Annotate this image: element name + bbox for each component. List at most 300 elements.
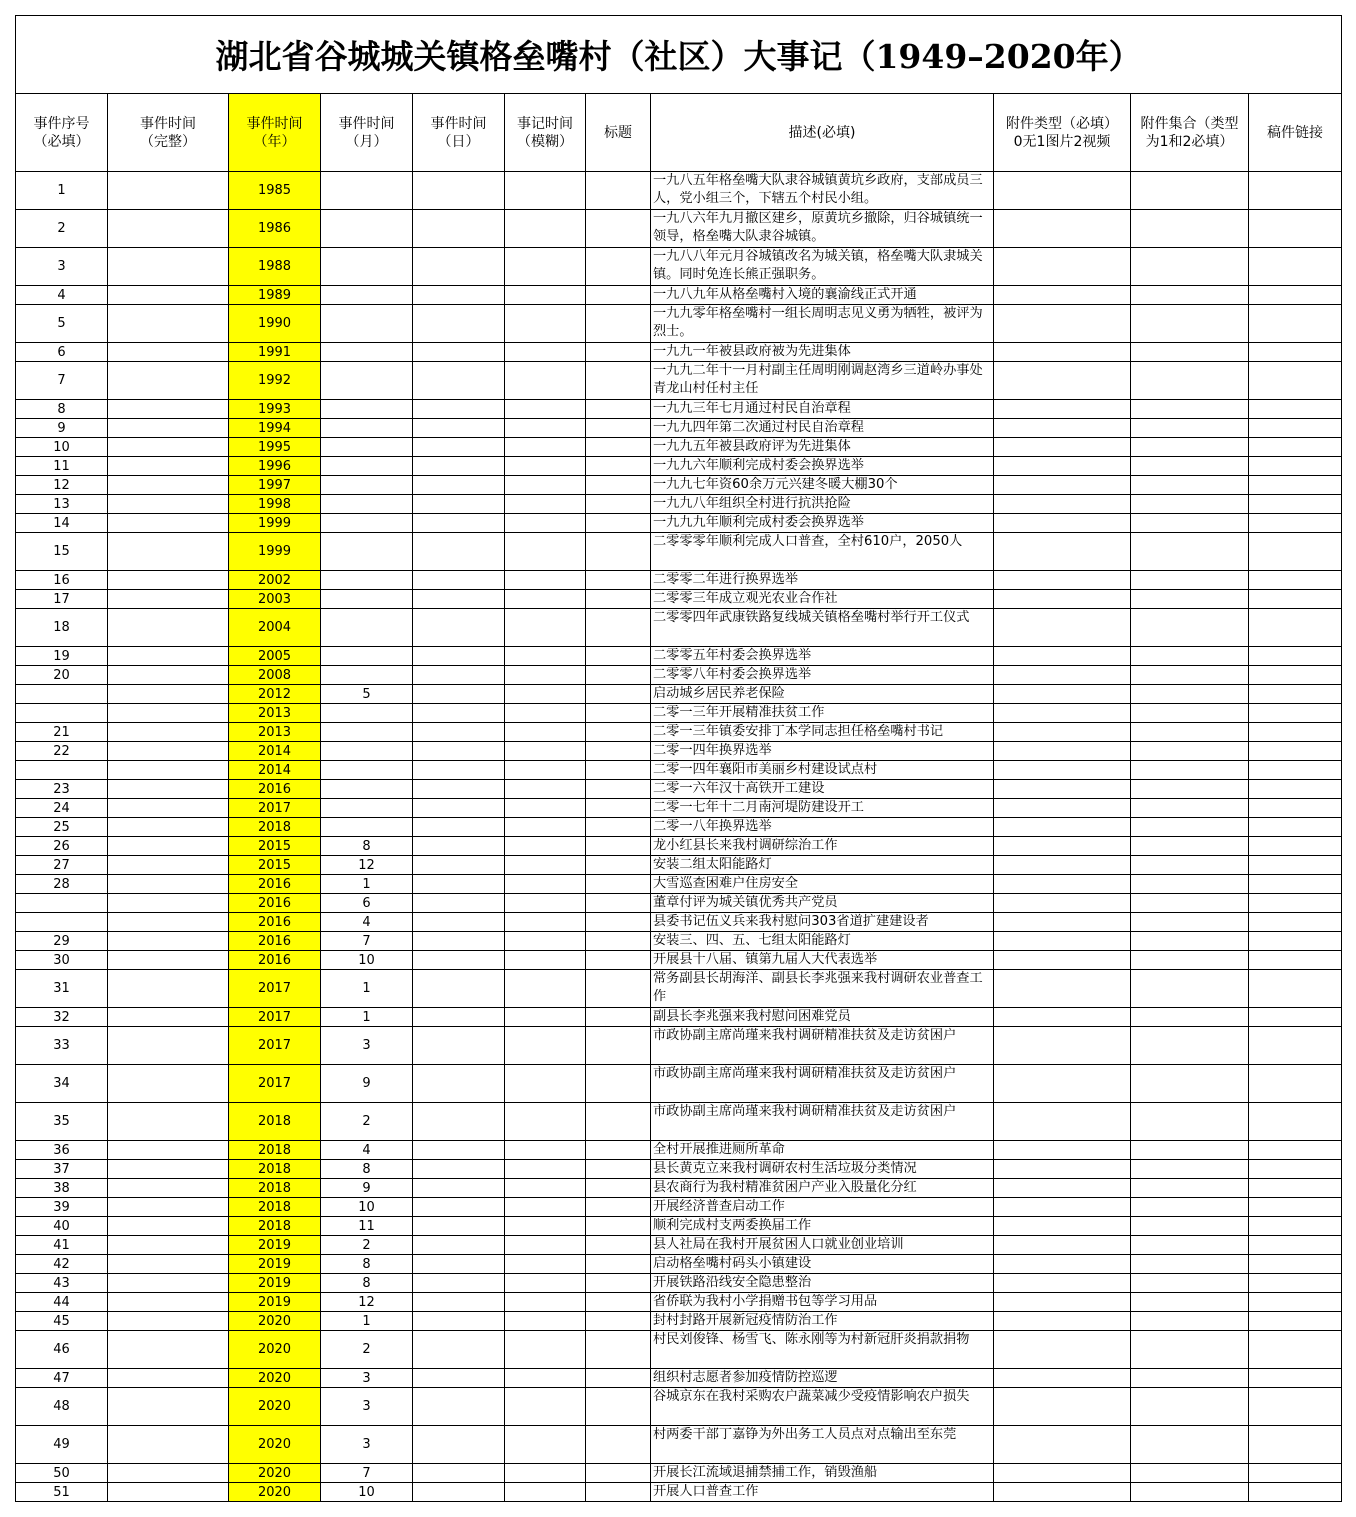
cell-time-full[interactable] (108, 875, 229, 894)
cell-attachment-type[interactable] (994, 666, 1131, 685)
cell-day[interactable] (413, 1160, 505, 1179)
cell-time-full[interactable] (108, 1312, 229, 1331)
cell-time-fuzzy[interactable] (505, 210, 586, 248)
cell-event-no[interactable]: 14 (16, 514, 108, 533)
cell-title[interactable] (586, 799, 651, 818)
cell-attachment-type[interactable] (994, 457, 1131, 476)
cell-year[interactable]: 2020 (229, 1312, 321, 1331)
cell-attachment-set[interactable] (1131, 571, 1249, 590)
cell-day[interactable] (413, 1008, 505, 1027)
cell-day[interactable] (413, 495, 505, 514)
cell-article-link[interactable] (1249, 1483, 1342, 1502)
cell-time-fuzzy[interactable] (505, 419, 586, 438)
cell-article-link[interactable] (1249, 571, 1342, 590)
cell-attachment-set[interactable] (1131, 951, 1249, 970)
cell-attachment-set[interactable] (1131, 742, 1249, 761)
cell-article-link[interactable] (1249, 932, 1342, 951)
cell-article-link[interactable] (1249, 1103, 1342, 1141)
cell-description[interactable]: 一九九零年格垒嘴村一组长周明志见义勇为牺牲，被评为烈士。 (651, 305, 994, 343)
cell-article-link[interactable] (1249, 419, 1342, 438)
cell-attachment-type[interactable] (994, 932, 1131, 951)
cell-month[interactable] (321, 514, 413, 533)
cell-event-no[interactable]: 22 (16, 742, 108, 761)
cell-title[interactable] (586, 1179, 651, 1198)
cell-day[interactable] (413, 343, 505, 362)
cell-time-fuzzy[interactable] (505, 875, 586, 894)
cell-attachment-set[interactable] (1131, 875, 1249, 894)
cell-attachment-set[interactable] (1131, 780, 1249, 799)
cell-month[interactable] (321, 704, 413, 723)
cell-attachment-type[interactable] (994, 419, 1131, 438)
cell-event-no[interactable]: 34 (16, 1065, 108, 1103)
cell-time-full[interactable] (108, 1293, 229, 1312)
cell-time-full[interactable] (108, 1236, 229, 1255)
cell-time-full[interactable] (108, 1027, 229, 1065)
cell-attachment-type[interactable] (994, 1293, 1131, 1312)
cell-year[interactable]: 2020 (229, 1369, 321, 1388)
cell-title[interactable] (586, 1274, 651, 1293)
cell-time-fuzzy[interactable] (505, 780, 586, 799)
cell-event-no[interactable]: 13 (16, 495, 108, 514)
cell-article-link[interactable] (1249, 210, 1342, 248)
cell-title[interactable] (586, 286, 651, 305)
cell-title[interactable] (586, 647, 651, 666)
cell-year[interactable]: 2020 (229, 1388, 321, 1426)
cell-title[interactable] (586, 704, 651, 723)
cell-event-no[interactable]: 33 (16, 1027, 108, 1065)
cell-event-no[interactable]: 24 (16, 799, 108, 818)
cell-article-link[interactable] (1249, 1274, 1342, 1293)
cell-article-link[interactable] (1249, 343, 1342, 362)
cell-time-full[interactable] (108, 932, 229, 951)
cell-day[interactable] (413, 1065, 505, 1103)
cell-description[interactable]: 二零一六年汉十高铁开工建设 (651, 780, 994, 799)
cell-year[interactable]: 2020 (229, 1464, 321, 1483)
cell-month[interactable] (321, 286, 413, 305)
cell-time-full[interactable] (108, 666, 229, 685)
cell-attachment-type[interactable] (994, 875, 1131, 894)
cell-year[interactable]: 2016 (229, 894, 321, 913)
cell-attachment-set[interactable] (1131, 685, 1249, 704)
cell-event-no[interactable] (16, 913, 108, 932)
cell-attachment-set[interactable] (1131, 894, 1249, 913)
cell-title[interactable] (586, 514, 651, 533)
cell-year[interactable]: 1985 (229, 172, 321, 210)
cell-time-full[interactable] (108, 1464, 229, 1483)
cell-time-fuzzy[interactable] (505, 1217, 586, 1236)
cell-time-full[interactable] (108, 1065, 229, 1103)
cell-day[interactable] (413, 1483, 505, 1502)
cell-attachment-type[interactable] (994, 305, 1131, 343)
cell-month[interactable]: 7 (321, 1464, 413, 1483)
cell-year[interactable]: 2018 (229, 1160, 321, 1179)
cell-description[interactable]: 市政协副主席尚瑾来我村调研精准扶贫及走访贫困户 (651, 1103, 994, 1141)
cell-article-link[interactable] (1249, 533, 1342, 571)
cell-year[interactable]: 2002 (229, 571, 321, 590)
cell-article-link[interactable] (1249, 362, 1342, 400)
cell-time-full[interactable] (108, 172, 229, 210)
cell-article-link[interactable] (1249, 647, 1342, 666)
cell-time-fuzzy[interactable] (505, 172, 586, 210)
cell-time-full[interactable] (108, 495, 229, 514)
header-time-full[interactable]: 事件时间 （完整） (108, 94, 229, 172)
cell-time-full[interactable] (108, 248, 229, 286)
cell-year[interactable]: 1994 (229, 419, 321, 438)
cell-day[interactable] (413, 1293, 505, 1312)
cell-year[interactable]: 1989 (229, 286, 321, 305)
cell-article-link[interactable] (1249, 1369, 1342, 1388)
cell-article-link[interactable] (1249, 476, 1342, 495)
cell-event-no[interactable] (16, 685, 108, 704)
cell-time-full[interactable] (108, 609, 229, 647)
cell-time-full[interactable] (108, 1198, 229, 1217)
cell-article-link[interactable] (1249, 666, 1342, 685)
cell-year[interactable]: 2018 (229, 1179, 321, 1198)
cell-title[interactable] (586, 894, 651, 913)
cell-day[interactable] (413, 685, 505, 704)
cell-month[interactable]: 1 (321, 1008, 413, 1027)
cell-description[interactable]: 安装二组太阳能路灯 (651, 856, 994, 875)
cell-description[interactable]: 省侨联为我村小学捐赠书包等学习用品 (651, 1293, 994, 1312)
header-attachment-set[interactable]: 附件集合（类型 为1和2必填） (1131, 94, 1249, 172)
cell-day[interactable] (413, 1255, 505, 1274)
cell-event-no[interactable]: 18 (16, 609, 108, 647)
cell-event-no[interactable]: 12 (16, 476, 108, 495)
header-title[interactable]: 标题 (586, 94, 651, 172)
cell-attachment-set[interactable] (1131, 419, 1249, 438)
cell-year[interactable]: 2016 (229, 951, 321, 970)
cell-attachment-type[interactable] (994, 533, 1131, 571)
cell-event-no[interactable]: 43 (16, 1274, 108, 1293)
cell-time-full[interactable] (108, 1331, 229, 1369)
cell-event-no[interactable]: 29 (16, 932, 108, 951)
cell-title[interactable] (586, 856, 651, 875)
cell-month[interactable]: 3 (321, 1369, 413, 1388)
cell-month[interactable]: 8 (321, 837, 413, 856)
cell-time-fuzzy[interactable] (505, 856, 586, 875)
header-day[interactable]: 事件时间 （日） (413, 94, 505, 172)
cell-article-link[interactable] (1249, 1160, 1342, 1179)
cell-year[interactable]: 1997 (229, 476, 321, 495)
cell-attachment-type[interactable] (994, 913, 1131, 932)
cell-time-fuzzy[interactable] (505, 1388, 586, 1426)
cell-title[interactable] (586, 419, 651, 438)
cell-event-no[interactable]: 3 (16, 248, 108, 286)
cell-title[interactable] (586, 666, 651, 685)
cell-attachment-set[interactable] (1131, 438, 1249, 457)
cell-event-no[interactable]: 49 (16, 1426, 108, 1464)
cell-title[interactable] (586, 761, 651, 780)
cell-description[interactable]: 二零零八年村委会换界选举 (651, 666, 994, 685)
cell-day[interactable] (413, 1027, 505, 1065)
cell-attachment-set[interactable] (1131, 286, 1249, 305)
cell-time-full[interactable] (108, 305, 229, 343)
cell-event-no[interactable]: 16 (16, 571, 108, 590)
cell-attachment-set[interactable] (1131, 1103, 1249, 1141)
cell-month[interactable]: 8 (321, 1160, 413, 1179)
cell-time-fuzzy[interactable] (505, 457, 586, 476)
cell-time-full[interactable] (108, 210, 229, 248)
cell-title[interactable] (586, 1103, 651, 1141)
cell-year[interactable]: 2018 (229, 1217, 321, 1236)
header-article-link[interactable]: 稿件链接 (1249, 94, 1342, 172)
cell-time-fuzzy[interactable] (505, 514, 586, 533)
cell-title[interactable] (586, 1312, 651, 1331)
cell-day[interactable] (413, 704, 505, 723)
cell-year[interactable]: 2015 (229, 856, 321, 875)
cell-title[interactable] (586, 1426, 651, 1464)
cell-attachment-type[interactable] (994, 286, 1131, 305)
cell-event-no[interactable]: 10 (16, 438, 108, 457)
cell-attachment-type[interactable] (994, 571, 1131, 590)
cell-event-no[interactable]: 36 (16, 1141, 108, 1160)
cell-attachment-set[interactable] (1131, 362, 1249, 400)
cell-article-link[interactable] (1249, 1065, 1342, 1103)
cell-month[interactable]: 9 (321, 1179, 413, 1198)
cell-attachment-set[interactable] (1131, 1179, 1249, 1198)
cell-time-full[interactable] (108, 343, 229, 362)
cell-day[interactable] (413, 400, 505, 419)
cell-time-full[interactable] (108, 818, 229, 837)
cell-event-no[interactable]: 6 (16, 343, 108, 362)
cell-year[interactable]: 1990 (229, 305, 321, 343)
cell-attachment-type[interactable] (994, 476, 1131, 495)
cell-time-fuzzy[interactable] (505, 704, 586, 723)
cell-month[interactable] (321, 305, 413, 343)
cell-attachment-set[interactable] (1131, 799, 1249, 818)
cell-time-fuzzy[interactable] (505, 286, 586, 305)
cell-month[interactable] (321, 571, 413, 590)
cell-title[interactable] (586, 932, 651, 951)
cell-time-fuzzy[interactable] (505, 970, 586, 1008)
cell-attachment-set[interactable] (1131, 1027, 1249, 1065)
cell-month[interactable] (321, 666, 413, 685)
cell-title[interactable] (586, 1141, 651, 1160)
cell-day[interactable] (413, 438, 505, 457)
cell-day[interactable] (413, 837, 505, 856)
cell-day[interactable] (413, 932, 505, 951)
cell-attachment-type[interactable] (994, 951, 1131, 970)
cell-description[interactable]: 二零一四年换界选举 (651, 742, 994, 761)
cell-month[interactable]: 1 (321, 1312, 413, 1331)
cell-attachment-set[interactable] (1131, 1160, 1249, 1179)
cell-month[interactable]: 10 (321, 951, 413, 970)
cell-time-full[interactable] (108, 1426, 229, 1464)
cell-day[interactable] (413, 1426, 505, 1464)
cell-time-fuzzy[interactable] (505, 571, 586, 590)
cell-day[interactable] (413, 666, 505, 685)
cell-description[interactable]: 一九九一年被县政府被为先进集体 (651, 343, 994, 362)
cell-time-full[interactable] (108, 514, 229, 533)
cell-description[interactable]: 一九八五年格垒嘴大队隶谷城镇黄坑乡政府，支部成员三人，党小组三个，下辖五个村民小组。 (651, 172, 994, 210)
cell-time-full[interactable] (108, 837, 229, 856)
cell-time-fuzzy[interactable] (505, 305, 586, 343)
cell-description[interactable]: 大雪巡查困难户住房安全 (651, 875, 994, 894)
cell-article-link[interactable] (1249, 913, 1342, 932)
cell-day[interactable] (413, 761, 505, 780)
cell-month[interactable] (321, 248, 413, 286)
cell-attachment-set[interactable] (1131, 495, 1249, 514)
cell-month[interactable]: 6 (321, 894, 413, 913)
header-attachment-type[interactable]: 附件类型（必填） 0无1图片2视频 (994, 94, 1131, 172)
cell-attachment-set[interactable] (1131, 837, 1249, 856)
cell-attachment-set[interactable] (1131, 400, 1249, 419)
cell-article-link[interactable] (1249, 799, 1342, 818)
cell-attachment-type[interactable] (994, 495, 1131, 514)
cell-time-fuzzy[interactable] (505, 837, 586, 856)
cell-description[interactable]: 县人社局在我村开展贫困人口就业创业培训 (651, 1236, 994, 1255)
cell-article-link[interactable] (1249, 704, 1342, 723)
cell-time-full[interactable] (108, 1255, 229, 1274)
cell-day[interactable] (413, 799, 505, 818)
cell-month[interactable]: 3 (321, 1426, 413, 1464)
cell-attachment-type[interactable] (994, 590, 1131, 609)
cell-article-link[interactable] (1249, 742, 1342, 761)
cell-description[interactable]: 一九九六年顺利完成村委会换界选举 (651, 457, 994, 476)
cell-day[interactable] (413, 894, 505, 913)
cell-time-full[interactable] (108, 780, 229, 799)
cell-description[interactable]: 一九八八年元月谷城镇改名为城关镇，格垒嘴大队隶城关镇。同时免连长熊正强职务。 (651, 248, 994, 286)
cell-article-link[interactable] (1249, 970, 1342, 1008)
cell-event-no[interactable]: 25 (16, 818, 108, 837)
cell-event-no[interactable] (16, 894, 108, 913)
cell-time-fuzzy[interactable] (505, 1008, 586, 1027)
cell-event-no[interactable]: 51 (16, 1483, 108, 1502)
cell-day[interactable] (413, 172, 505, 210)
cell-title[interactable] (586, 1198, 651, 1217)
cell-attachment-set[interactable] (1131, 210, 1249, 248)
cell-event-no[interactable]: 41 (16, 1236, 108, 1255)
cell-attachment-type[interactable] (994, 780, 1131, 799)
cell-month[interactable] (321, 818, 413, 837)
cell-attachment-set[interactable] (1131, 1388, 1249, 1426)
cell-description[interactable]: 二零零零年顺利完成人口普查，全村610户，2050人 (651, 533, 994, 571)
cell-year[interactable]: 2015 (229, 837, 321, 856)
cell-article-link[interactable] (1249, 723, 1342, 742)
cell-article-link[interactable] (1249, 1464, 1342, 1483)
cell-day[interactable] (413, 1179, 505, 1198)
cell-attachment-set[interactable] (1131, 723, 1249, 742)
cell-description[interactable]: 谷城京东在我村采购农户蔬菜减少受疫情影响农户损失 (651, 1388, 994, 1426)
cell-attachment-set[interactable] (1131, 913, 1249, 932)
cell-description[interactable]: 村民刘俊锋、杨雪飞、陈永刚等为村新冠肝炎捐款捐物 (651, 1331, 994, 1369)
cell-attachment-type[interactable] (994, 609, 1131, 647)
cell-year[interactable]: 2003 (229, 590, 321, 609)
cell-article-link[interactable] (1249, 780, 1342, 799)
cell-year[interactable]: 2013 (229, 723, 321, 742)
cell-attachment-type[interactable] (994, 1027, 1131, 1065)
cell-day[interactable] (413, 1312, 505, 1331)
cell-time-fuzzy[interactable] (505, 362, 586, 400)
cell-day[interactable] (413, 951, 505, 970)
cell-month[interactable]: 8 (321, 1255, 413, 1274)
cell-title[interactable] (586, 1331, 651, 1369)
cell-attachment-type[interactable] (994, 761, 1131, 780)
cell-article-link[interactable] (1249, 305, 1342, 343)
cell-event-no[interactable]: 48 (16, 1388, 108, 1426)
cell-attachment-set[interactable] (1131, 704, 1249, 723)
cell-time-full[interactable] (108, 913, 229, 932)
cell-time-fuzzy[interactable] (505, 476, 586, 495)
cell-day[interactable] (413, 1236, 505, 1255)
cell-attachment-type[interactable] (994, 1103, 1131, 1141)
cell-time-full[interactable] (108, 856, 229, 875)
cell-description[interactable]: 顺利完成村支两委换届工作 (651, 1217, 994, 1236)
cell-title[interactable] (586, 875, 651, 894)
cell-attachment-set[interactable] (1131, 609, 1249, 647)
cell-event-no[interactable]: 15 (16, 533, 108, 571)
cell-time-full[interactable] (108, 571, 229, 590)
cell-description[interactable]: 县委书记伍义兵来我村慰问303省道扩建建设者 (651, 913, 994, 932)
cell-article-link[interactable] (1249, 1008, 1342, 1027)
cell-attachment-set[interactable] (1131, 761, 1249, 780)
cell-attachment-set[interactable] (1131, 1483, 1249, 1502)
cell-article-link[interactable] (1249, 1388, 1342, 1426)
cell-attachment-type[interactable] (994, 343, 1131, 362)
cell-time-fuzzy[interactable] (505, 1312, 586, 1331)
cell-day[interactable] (413, 533, 505, 571)
cell-attachment-type[interactable] (994, 514, 1131, 533)
cell-time-fuzzy[interactable] (505, 818, 586, 837)
cell-description[interactable]: 二零一三年镇委安排丁本学同志担任格垒嘴村书记 (651, 723, 994, 742)
cell-time-full[interactable] (108, 1179, 229, 1198)
cell-time-fuzzy[interactable] (505, 1065, 586, 1103)
cell-time-full[interactable] (108, 457, 229, 476)
cell-year[interactable]: 1996 (229, 457, 321, 476)
cell-month[interactable] (321, 210, 413, 248)
cell-time-fuzzy[interactable] (505, 1179, 586, 1198)
cell-attachment-type[interactable] (994, 1065, 1131, 1103)
cell-title[interactable] (586, 1369, 651, 1388)
cell-time-fuzzy[interactable] (505, 913, 586, 932)
cell-day[interactable] (413, 476, 505, 495)
cell-year[interactable]: 1995 (229, 438, 321, 457)
cell-article-link[interactable] (1249, 1198, 1342, 1217)
cell-month[interactable]: 2 (321, 1236, 413, 1255)
cell-attachment-type[interactable] (994, 1331, 1131, 1369)
cell-description[interactable]: 二零零二年进行换界选举 (651, 571, 994, 590)
cell-time-fuzzy[interactable] (505, 951, 586, 970)
cell-event-no[interactable]: 23 (16, 780, 108, 799)
cell-day[interactable] (413, 514, 505, 533)
cell-event-no[interactable]: 44 (16, 1293, 108, 1312)
cell-time-fuzzy[interactable] (505, 1198, 586, 1217)
cell-year[interactable]: 1988 (229, 248, 321, 286)
cell-day[interactable] (413, 590, 505, 609)
cell-day[interactable] (413, 1388, 505, 1426)
cell-title[interactable] (586, 1008, 651, 1027)
cell-attachment-type[interactable] (994, 799, 1131, 818)
cell-attachment-type[interactable] (994, 1160, 1131, 1179)
cell-description[interactable]: 一九九八年组织全村进行抗洪抢险 (651, 495, 994, 514)
header-description[interactable]: 描述(必填) (651, 94, 994, 172)
cell-year[interactable]: 2017 (229, 970, 321, 1008)
cell-title[interactable] (586, 780, 651, 799)
cell-time-full[interactable] (108, 1141, 229, 1160)
cell-day[interactable] (413, 1141, 505, 1160)
cell-time-full[interactable] (108, 476, 229, 495)
cell-time-fuzzy[interactable] (505, 1141, 586, 1160)
cell-time-full[interactable] (108, 742, 229, 761)
cell-event-no[interactable]: 21 (16, 723, 108, 742)
cell-month[interactable] (321, 172, 413, 210)
cell-attachment-type[interactable] (994, 1141, 1131, 1160)
cell-description[interactable]: 开展县十八届、镇第九届人大代表选举 (651, 951, 994, 970)
cell-attachment-type[interactable] (994, 723, 1131, 742)
cell-title[interactable] (586, 1027, 651, 1065)
cell-title[interactable] (586, 1160, 651, 1179)
cell-description[interactable]: 二零一三年开展精准扶贫工作 (651, 704, 994, 723)
